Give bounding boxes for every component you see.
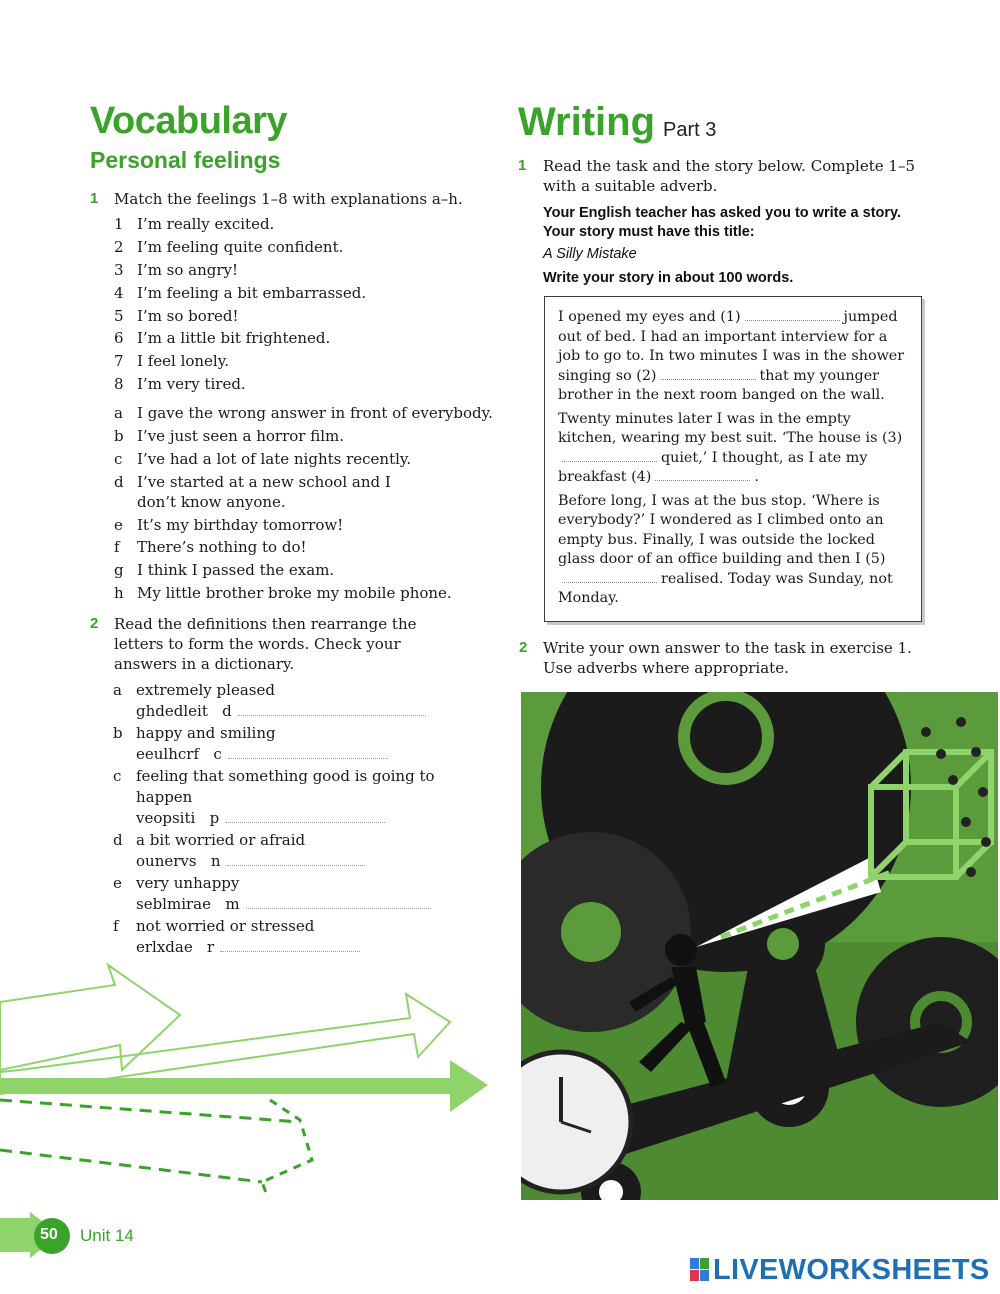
- task-prompt: Your English teacher has asked you to write a story. Your story must have this title: A Silly Mistake Write your story in about 100 words.: [543, 204, 933, 288]
- list-item: e very unhappy seblmirae m: [113, 873, 493, 915]
- list-item: b I’ve just seen a horror film.: [114, 426, 345, 445]
- logo-squares-icon: [690, 1258, 710, 1282]
- feelings-list: [114, 214, 494, 397]
- list-item: 8 I’m very tired.: [114, 375, 246, 394]
- list-item: 5 I’m so bored!: [114, 306, 239, 325]
- list-item: c I’ve had a lot of late nights recently.: [114, 449, 412, 468]
- list-item: b happy and smiling eeulhcrf c: [113, 723, 493, 765]
- anagram: erlxdae: [136, 938, 193, 956]
- story-paragraph: Twenty minutes later I was in the empty kitchen, wearing my best suit. ‘The house is (3)quiet,’ I thought, as I ate my breakfast (4) .: [558, 410, 903, 485]
- story-title: A Silly Mistake: [543, 246, 637, 262]
- decorative-arrows-graphic: [0, 960, 495, 1205]
- list-item: d a bit worried or afraid ounervs n: [113, 830, 493, 872]
- dashed-arrowhead-icon: [262, 1100, 312, 1198]
- anagram: veopsiti: [136, 809, 196, 827]
- list-item: 2 I’m feeling quite confident.: [114, 237, 344, 256]
- list-item: c feeling that something good is going to happen veopsiti p: [113, 767, 435, 827]
- list-item: a I gave the wrong answer in front of everybody.: [114, 404, 493, 422]
- section-part-label: Part 3: [663, 119, 717, 141]
- list-item: 6 I’m a little bit frightened.: [114, 329, 331, 348]
- dashed-line-icon: [0, 1150, 262, 1182]
- exercise-instruction: Read the definitions then rearrange the letters to form the words. Check your answers in a dictionary.: [114, 615, 417, 673]
- exercise-number: 1: [518, 157, 527, 174]
- answer-blank[interactable]: [246, 897, 431, 909]
- section-subtitle: Personal feelings: [90, 147, 281, 173]
- exercise-instruction: Write your own answer to the task in exercise 1. Use adverbs where appropriate.: [543, 639, 912, 677]
- adverb-blank-3[interactable]: [562, 450, 657, 462]
- list-item: 1 I’m really excited.: [114, 215, 275, 233]
- solid-arrow-icon: [0, 1060, 488, 1112]
- list-item: f not worried or stressed erlxdae r: [113, 916, 493, 958]
- gears-illustration: [521, 692, 998, 1200]
- answer-blank[interactable]: [238, 704, 426, 716]
- page-number: 50: [40, 1226, 58, 1243]
- adverb-blank-5[interactable]: [562, 571, 657, 583]
- exercise-number: 2: [519, 639, 528, 656]
- adverb-blank-2[interactable]: [661, 368, 756, 380]
- list-item: g I think I passed the exam.: [114, 561, 335, 580]
- list-item: 7 I feel lonely.: [114, 352, 229, 371]
- anagram: seblmirae: [136, 895, 211, 913]
- exercise-number: 2: [90, 615, 99, 632]
- word-limit: Write your story in about 100 words.: [543, 270, 794, 286]
- list-item: a extremely pleased ghdedleit d: [113, 680, 493, 722]
- page-number-badge: [0, 1212, 72, 1258]
- section-title-writing: Writing: [518, 100, 656, 144]
- dashed-line-icon: [0, 1100, 300, 1122]
- answer-blank[interactable]: [227, 854, 365, 866]
- list-item: f There’s nothing to do!: [114, 538, 307, 557]
- story-text-box: [544, 296, 922, 622]
- answer-blank[interactable]: [225, 811, 385, 823]
- adverb-blank-1[interactable]: [745, 309, 840, 321]
- liveworksheets-logo: LIVEWORKSHEETS: [690, 1252, 990, 1288]
- anagram: eeulhcrf: [136, 745, 199, 763]
- list-item: e It’s my birthday tomorrow!: [114, 515, 344, 534]
- story-paragraph: Before long, I was at the bus stop. ‘Where is everybody?’ I wondered as I climbed onto an empty bus. Finally, I was outside the locked glass door of an office building and then I (5)realised. Today was Sunday, not Monday.: [558, 492, 893, 606]
- list-item: h My little brother broke my mobile phone.: [114, 584, 452, 603]
- adverb-blank-4[interactable]: [655, 469, 750, 481]
- explanations-list: [114, 403, 494, 606]
- definitions-list: [113, 680, 493, 959]
- list-item: 3 I’m so angry!: [114, 260, 239, 279]
- exercise-instruction: Match the feelings 1–8 with explanations a–h.: [114, 190, 463, 208]
- list-item: d I’ve started at a new school and I don’t know anyone.: [114, 472, 391, 511]
- anagram: ghdedleit: [136, 702, 208, 720]
- exercise-instruction: Read the task and the story below. Complete 1–5 with a suitable adverb.: [543, 157, 915, 195]
- list-item: 4 I’m feeling a bit embarrassed.: [114, 283, 367, 302]
- answer-blank[interactable]: [228, 747, 388, 759]
- exercise-number: 1: [90, 190, 99, 207]
- story-paragraph: I opened my eyes and (1) jumped out of bed. I had an important interview for a job to go to. In two minutes I was in the shower singing so (2) that my younger brother in the next room banged on the wall.: [558, 309, 905, 403]
- anagram: ounervs: [136, 852, 197, 870]
- section-title-vocabulary: Vocabulary: [90, 100, 288, 142]
- outline-arrow-icon: [0, 965, 180, 1070]
- answer-blank[interactable]: [220, 940, 360, 952]
- unit-label: Unit 14: [80, 1226, 134, 1245]
